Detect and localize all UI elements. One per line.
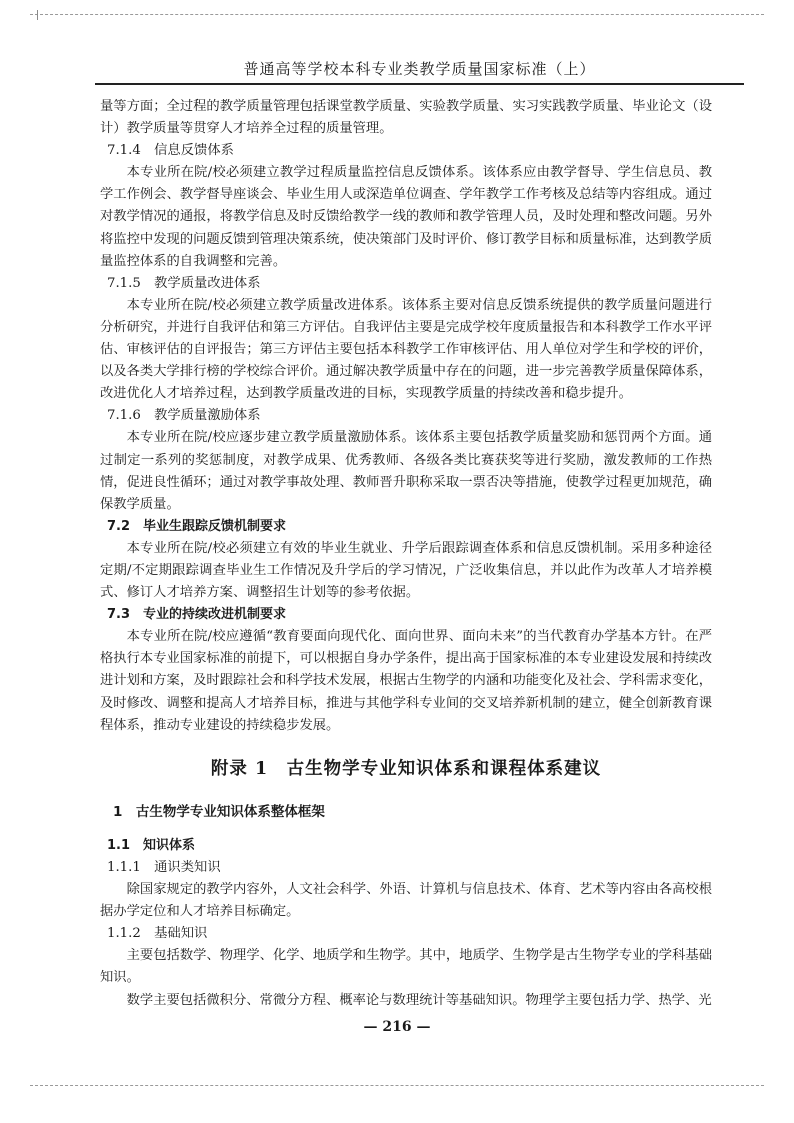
page-body <box>100 96 712 1012</box>
paragraph-1-1-1: 除国家规定的教学内容外，人文社会科学、外语、计算机与信息技术、体育、艺术等内容由各高校根据办学定位和人才培养目标确定。 <box>100 882 712 920</box>
appendix-title: 附录 1 古生物学专业知识体系和课程体系建议 <box>210 758 602 779</box>
running-head: 普通高等学校本科专业类教学质量国家标准（上） <box>95 58 744 85</box>
heading-1-1-1: 1.1.1 通识类知识 <box>107 860 221 875</box>
paragraph-7-1-6: 本专业所在院/校应逐步建立教学质量激励体系。该体系主要包括教学质量奖励和惩罚两个方面。通过制定一系列的奖惩制度，对教学成果、优秀教师、各级各类比赛获奖等进行奖励，激发教师的工作热情，促进良性循环；通过对教学事故处理、教师晋升职称采取一票否决等措施，使教学过程更加规范，确保教学质量。 <box>100 430 712 512</box>
paragraph-7-3: 本专业所在院/校应遵循“教育要面向现代化、面向世界、面向未来”的当代教育办学基本方针。在严格执行本专业国家标准的前提下，可以根据自身办学条件，提出高于国家标准的本专业建设发展和持续改进计划和方案，及时跟踪社会和科学技术发展，根据古生物学的内涵和功能变化及社会、学科需求变化，及时修改、调整和提高人才培养目标，推进与其他学科专业间的交叉培养新机制的建立，健全创新教育课程体系，推动专业建设的持续稳步发展。 <box>100 629 712 733</box>
heading-7-3: 7.3 专业的持续改进机制要求 <box>107 607 287 623</box>
heading-7-2: 7.2 毕业生跟踪反馈机制要求 <box>107 518 287 534</box>
section-1-heading: 1 古生物学专业知识体系整体框架 <box>113 803 325 820</box>
page-number: — 216 — <box>363 1019 431 1035</box>
scan-edge-left <box>37 10 38 20</box>
paragraph-1-1-2a: 主要包括数学、物理学、化学、地质学和生物学。其中，地质学、生物学是古生物学专业的学科基础知识。 <box>100 948 712 986</box>
paragraph-7-1-5: 本专业所在院/校必须建立教学质量改进体系。该体系主要对信息反馈系统提供的教学质量问题进行分析研究，并进行自我评估和第三方评估。自我评估主要是完成学校年度质量报告和本科教学工作水平评估、审核评估的自评报告；第三方评估主要包括本科教学工作审核评估、用人单位对学生和学校的评价，以及各类大学排行榜的学校综合评价。通过解决教学质量中存在的问题，进一步完善教学质量保障体系，改进优化人才培养过程，达到教学质量改进的目标，实现教学质量的持续改善和稳步提升。 <box>100 297 712 402</box>
paragraph-1-1-2b: 数学主要包括微积分、常微分方程、概率论与数理统计等基础知识。物理学主要包括力学、热学、光 <box>126 992 712 1008</box>
heading-7-1-6: 7.1.6 教学质量激励体系 <box>107 408 261 424</box>
heading-1-1: 1.1 知识体系 <box>107 837 196 853</box>
paragraph-7-1-4: 本专业所在院/校必须建立教学过程质量监控信息反馈体系。该体系应由教学督导、学生信息员、教学工作例会、教学督导座谈会、毕业生用人或深造单位调查、学年教学工作考核及总结等内容组成。通过对教学情况的通报，将教学信息及时反馈给教学一线的教师和教学管理人员，及时处理和整改问题。另外将监控中发现的问题反馈到管理决策系统，使决策部门及时评价、修订教学目标和质量标准，达到教学质量监控体系的自我调整和完善。 <box>100 165 712 269</box>
paragraph-7-2: 本专业所在院/校必须建立有效的毕业生就业、升学后跟踪调查体系和信息反馈机制。采用多种途径定期/不定期跟踪调查毕业生工作情况及升学后的学习情况，广泛收集信息，并以此作为改革人才培养模式、修订人才培养方案、调整招生计划等的参考依据。 <box>100 540 712 601</box>
heading-7-1-4: 7.1.4 信息反馈体系 <box>107 143 234 159</box>
heading-7-1-5: 7.1.5 教学质量改进体系 <box>107 275 261 291</box>
scan-edge-bottom <box>30 1085 764 1086</box>
heading-1-1-2: 1.1.2 基础知识 <box>107 926 208 942</box>
scan-edge-top <box>30 14 764 15</box>
paragraph-continuation: 量等方面；全过程的教学质量管理包括课堂教学质量、实验教学质量、实习实践教学质量、毕业论文（设计）教学质量等贯穿人才培养全过程的质量管理。 <box>100 99 712 137</box>
